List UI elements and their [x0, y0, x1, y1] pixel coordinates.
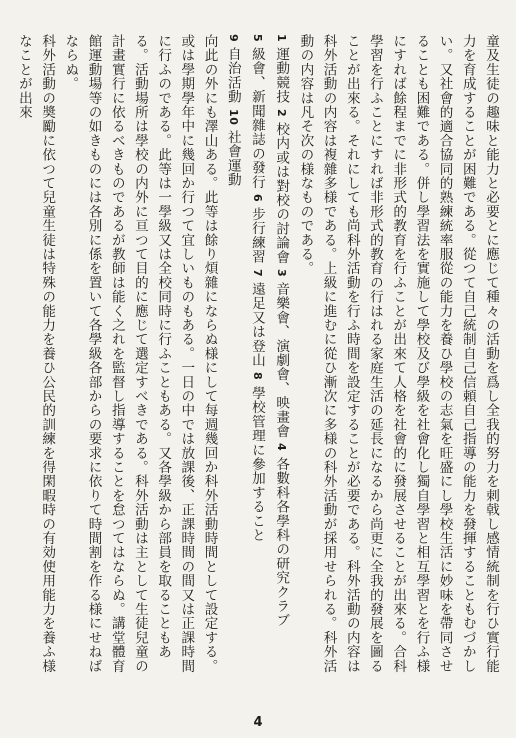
list-item: 自治活動: [224, 47, 241, 104]
list-item: 運動競技: [273, 47, 290, 104]
list-item-number: 9: [226, 34, 240, 43]
paragraph-1: 童及生徒の趣味と能力と必要とに應じて種々の活動を爲し全我的努力を刺戟し感情統制を行ひ實行能力を育成することが困難である。從つて自己統制自己信頼自己指導の能力を發揮することもむづかしい。又社會的適合協同的熟練統率服從の能力を養ひ學校の志氣を旺盛にし學校生活に妙味を帶同させることも困難である。併し學習法を實施して學校及び學級を社會化し獨自學習と相互學習とを行ふ様にすれば餘程までに非形式的教育を行ふことが出來て人格を社會的に發展させることが出來る。合科學習を行ふことにすれば非形式的教育の行はれる家庭生活の延長になるから尚更に全我的發展を圖ることが出來る。それにしても尚科外活動を行ふ時間を設定することが必要である。科外活動の内容は: [343, 34, 499, 673]
page-number: 4: [253, 715, 263, 730]
list-item: 遠足又は登山: [248, 282, 265, 368]
list-item: 社會運動: [224, 130, 241, 188]
list-item: 各數科各學科の研究クラブ: [273, 456, 290, 627]
paragraph-2: 科外活動の内容は複雜多様である。上級に進むに從ひ漸次に多様の科外活動が採用せられる。科外活動の内容は凡そ次の様なものである。: [297, 34, 337, 673]
paragraph-3: 向此の外にも澤山ある。此等は餘り煩雜にならぬ様にして每週幾回か科外活動時間として設定する。或は學期學年中に幾回か行つて宜しいものもある。一日の中では放課後、正課時間の間又は正課時間に行ふのである。此等は一學級又は全校同時に行ふこともある。又各學級から部員を取ることもある。活動場所は學校の内外に亘つて目的に應じて選定すべきである。科外活動は主として生徒兒童の計畫實行に依るべきものであるが教師は能く之れを監督し指導することを怠つてはならぬ。講堂體育館運動場等の如きものには各別に係を置いて各學級各部からの要求に依りて時間割を作る様にせねばならぬ。: [62, 34, 218, 673]
paragraph-4: 科外活動の奬勵に依つて兒童生徒は特殊の能力を養ひ公民的訓練を得閑暇時の有効使用能力を養ふ様なことが出來: [15, 34, 56, 673]
list-item-number: 3: [275, 269, 289, 278]
list-row-2: [245, 34, 269, 676]
vertical-text-body: [14, 34, 502, 676]
list-item: 音樂會、演劇會、映畫會: [273, 282, 290, 439]
list-row-3: [221, 34, 245, 676]
list-item-number: 7: [250, 269, 264, 278]
list-item: 學校管理に參加すること: [248, 385, 265, 542]
list-row-1: [269, 34, 293, 676]
list-item: 步行練習: [248, 207, 265, 265]
list-item-number: 8: [250, 372, 264, 381]
list-item: 級會、新聞雜誌の發行: [248, 47, 265, 190]
list-item-number: 2: [275, 108, 289, 118]
list-item-number: 4: [275, 443, 289, 452]
list-item-number: 10: [226, 108, 240, 126]
list-item-number: 6: [250, 194, 264, 203]
list-item-number: 5: [250, 34, 264, 43]
list-item-number: 1: [275, 34, 289, 43]
list-item: 校内或は對校の討論會: [273, 122, 290, 265]
